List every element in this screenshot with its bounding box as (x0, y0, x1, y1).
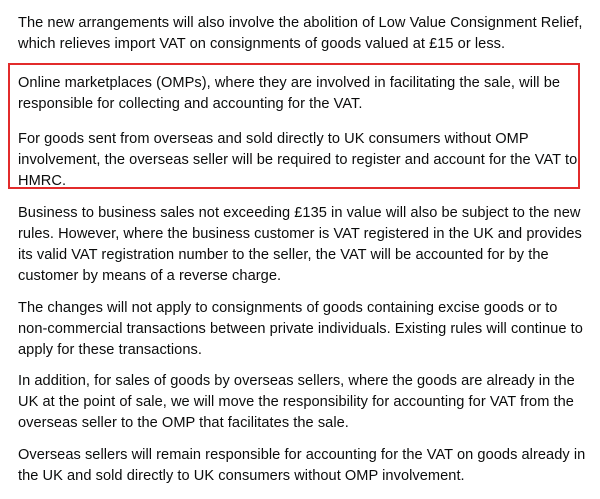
paragraph-goods-in-uk: In addition, for sales of goods by overseas sellers, where the goods are already in the UK at the point of sale, we will move the responsibility for accounting for VAT from the overseas seller to the OMP that facilitates the sale. (18, 373, 575, 431)
paragraph-omp-responsibility: Online marketplaces (OMPs), where they are involved in facilitating the sale, will be responsible for collecting and accounting for the VAT. (18, 75, 561, 112)
paragraph-b2b-sales: Business to business sales not exceeding £135 in value will also be subject to the new rules. However, where the business customer is VAT registered in the UK and provides its valid VAT registration number to the seller, the VAT will be accounted for by the customer by means of a reverse charge. (18, 205, 582, 284)
paragraph-exclusions: The changes will not apply to consignments of goods containing excise goods or to non-commercial transactions between private individuals. Existing rules will continue to apply for these transactions. (18, 300, 583, 358)
paragraph-seller-responsibility: Overseas sellers will remain responsible for accounting for the VAT on goods already in the UK and sold directly to UK consumers without OMP involvement. (18, 447, 586, 484)
paragraph-overseas-seller: For goods sent from overseas and sold directly to UK consumers without OMP involvement, the overseas seller will be required to register and account for the VAT to HMRC. (18, 131, 578, 189)
paragraph-lvcr-abolition: The new arrangements will also involve the abolition of Low Value Consignment Relief, which relieves import VAT on consignments of goods valued at £15 or less. (18, 15, 583, 52)
